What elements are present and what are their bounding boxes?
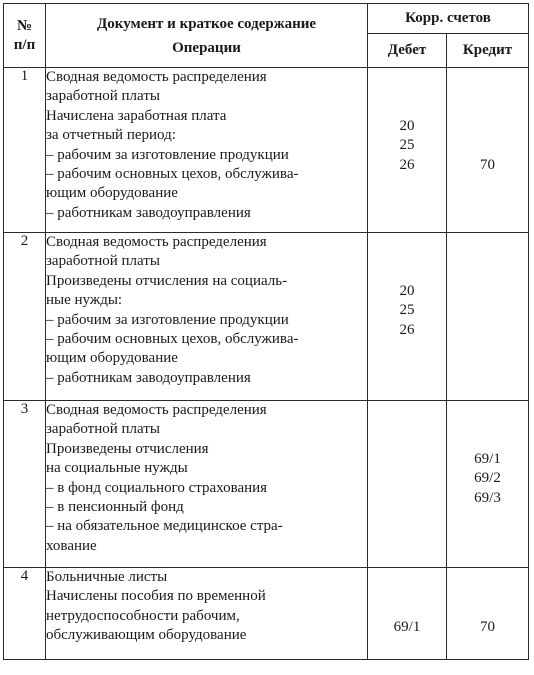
- document-line: ющим оборудование: [46, 185, 178, 202]
- row-document: [46, 568, 368, 660]
- debit-account: 26: [399, 321, 415, 338]
- row-number: 3: [4, 401, 46, 568]
- document-line: Сводная ведомость распределения: [46, 234, 267, 250]
- debit-account: 69/1: [393, 619, 421, 635]
- row-document: [46, 233, 368, 401]
- document-line: – рабочим за изготовление продукции: [46, 311, 289, 328]
- table-row: [4, 401, 529, 568]
- document-line: заработной платы: [46, 421, 160, 438]
- row-credit: [447, 233, 529, 401]
- row-credit: [447, 568, 529, 660]
- accounting-entries-table: [3, 3, 529, 660]
- document-line: Произведены отчисления: [46, 440, 209, 457]
- document-line: за отчетный период:: [46, 127, 176, 144]
- document-line: Сводная ведомость распределения: [46, 402, 267, 418]
- row-number: 1: [4, 68, 46, 233]
- header-document-line: Операции: [172, 39, 241, 56]
- document-line: – работникам заводоуправления: [46, 204, 251, 221]
- document-line: Начислены пособия по временной: [46, 588, 266, 605]
- header-number-line: п/п: [13, 36, 36, 53]
- credit-account: 69/3: [474, 489, 501, 506]
- header-credit: Кредит: [447, 34, 529, 68]
- document-line: – на обязательное медицинское стра-: [46, 518, 283, 535]
- credit-account: 69/2: [474, 470, 501, 487]
- row-debit: [368, 233, 447, 401]
- document-line: ные нужды:: [46, 292, 123, 309]
- header-number: [4, 4, 46, 68]
- document-line: – работникам заводоуправления: [46, 369, 251, 386]
- table-row: [4, 233, 529, 401]
- document-line: – рабочим основных цехов, обслужива-: [46, 166, 299, 183]
- credit-account: 69/1: [474, 451, 501, 467]
- row-number: 4: [4, 568, 46, 660]
- document-line: ющим оборудование: [46, 350, 178, 367]
- debit-account: 25: [399, 302, 415, 319]
- document-line: Начислена заработная плата: [46, 107, 227, 124]
- row-credit: [447, 68, 529, 233]
- table-row: [4, 68, 529, 233]
- credit-account: 70: [480, 157, 495, 173]
- document-line: хование: [46, 537, 97, 554]
- header-corr-accounts: Корр. счетов: [368, 4, 529, 34]
- debit-account: 26: [399, 156, 415, 173]
- document-line: Сводная ведомость распределения: [46, 69, 267, 85]
- document-line: заработной платы: [46, 253, 160, 270]
- document-line: заработной платы: [46, 88, 160, 105]
- debit-account: 20: [399, 118, 415, 134]
- document-line: Произведены отчисления на социаль-: [46, 272, 288, 289]
- row-debit: [368, 568, 447, 660]
- document-line: – рабочим за изготовление продукции: [46, 146, 289, 163]
- credit-account: 70: [480, 619, 495, 635]
- debit-account: 25: [399, 137, 415, 154]
- row-document: [46, 68, 368, 233]
- row-credit: [447, 401, 529, 568]
- document-line: – в пенсионный фонд: [46, 499, 184, 516]
- header-document: [46, 4, 368, 68]
- document-line: на социальные нужды: [46, 460, 188, 477]
- document-line: обслуживающим оборудование: [46, 627, 247, 644]
- table-header: [4, 4, 529, 68]
- document-line: Больничные листы: [46, 569, 168, 585]
- row-debit: [368, 68, 447, 233]
- header-document-line: Документ и краткое содержание: [96, 15, 317, 32]
- document-line: – в фонд социального страхования: [46, 479, 268, 496]
- row-number: 2: [4, 233, 46, 401]
- row-debit: [368, 401, 447, 568]
- debit-account: 20: [399, 283, 415, 299]
- header-number-line: №: [16, 17, 33, 34]
- table-row: [4, 568, 529, 660]
- header-debit: Дебет: [368, 34, 447, 68]
- row-document: [46, 401, 368, 568]
- document-line: – рабочим основных цехов, обслужива-: [46, 331, 299, 348]
- document-line: нетрудоспособности рабочим,: [46, 607, 240, 624]
